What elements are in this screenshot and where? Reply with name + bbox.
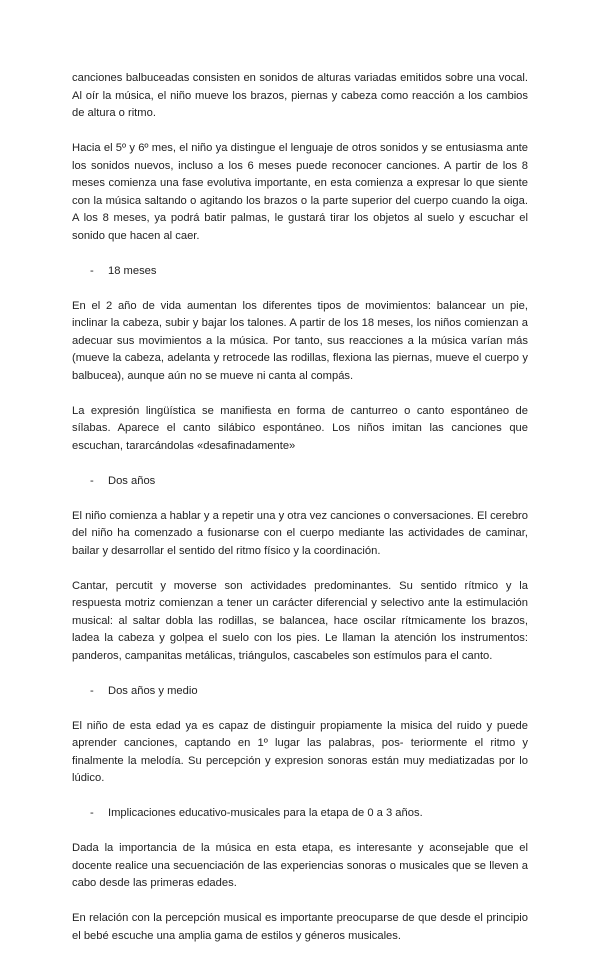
paragraph-distinguish-music: El niño de esta edad ya es capaz de distinguir propiamente la misica del ruido y puede aprender canciones, captando en 1º lugar las palabras, pos- teriormente el ritmo y finalmente la melodía. Su percepción y expresion sonoras están muy mediatizadas por lo lúdico. [72,719,528,784]
paragraph-musical-perception: En relación con la percepción musical es importante preocuparse de que desde el principio el bebé escuche una amplia gama de estilos y géneros musicales. [72,912,528,942]
list-item-label: Dos años y medio [108,684,198,697]
dash-marker: - [90,684,94,697]
paragraph-babbling-songs: canciones balbuceadas consisten en sonidos de alturas variadas emitidos sobre una vocal. Al oír la música, el niño mueve los brazos, piernas y cabeza como reacción a los cambios de altura o ritmo. [72,72,528,119]
dash-marker: - [90,474,94,487]
list-item-18-months [72,263,528,281]
list-item-educational-implications [72,805,528,823]
list-item-label: 18 meses [108,264,157,277]
paragraph-linguistic-expression: La expresión lingüística se manifiesta en forma de canturreo o canto espontáneo de sílabas. Aparece el canto silábico espontáneo. Los niños imitan las canciones que escuchan, tararcándolas «desafinadamente» [72,404,528,452]
dash-marker: - [90,807,94,819]
dash-marker: - [90,264,94,277]
list-item-two-and-half-years [72,683,528,701]
paragraph-speaking-repeating: El niño comienza a hablar y a repetir una y otra vez canciones o conversaciones. El cerebro del niño ha comenzado a fusionarse con el cuerpo mediante las actividades de caminar, bailar y desarrollar el sentido del ritmo físico y la coordinación. [72,509,528,557]
list-item-label: Implicaciones educativo-musicales para la etapa de 0 a 3 años. [108,807,423,819]
paragraph-five-six-months: Hacia el 5º y 6º mes, el niño ya distingue el lenguaje de otros sonidos y se entusiasma ante los sonidos nuevos, incluso a los 6 meses puede reconocer canciones. A partir de los 8 meses comienza una fase evolutiva importante, en esta comienza a expresar lo que siente con la música saltando o agitando los brazos o la parte superior del cuerpo cuando la oiga. A los 8 meses, ya podrá batir palmas, le gustará tirar los objetos al suelo y escuchar el sonido que hacen al caer. [72,142,528,242]
list-item-label: Dos años [108,474,156,487]
document-page [72,70,528,963]
paragraph-importance-music: Dada la importancia de la música en esta etapa, es interesante y aconsejable que el docente realice una secuenciación de las experiencias sonoras o musicales que se lleven a cabo desde las primeras edades. [72,842,528,889]
paragraph-second-year: En el 2 año de vida aumentan los diferentes tipos de movimientos: balancear un pie, inclinar la cabeza, subir y bajar los talones. A partir de los 18 meses, los niños comienzan a adecuar sus movimientos a la música. Por tanto, sus reacciones a la música varían más (mueve la cabeza, adelanta y retrocede las rodillas, flexiona las piernas, mueve el cuerpo y balbucea), aunque aún no se mueve ni canta al compás. [72,299,528,382]
paragraph-singing-moving: Cantar, percutit y moverse son actividades predominantes. Su sentido rítmico y la respuesta motriz comienzan a tener un carácter diferencial y selectivo ante la estimulación musical: al saltar dobla las rodillas, se balancea, hace oscilar rítmicamente los brazos, ladea la cabeza y golpea el suelo con los pies. Le llaman la atención los instrumentos: panderos, campanitas metálicas, triángulos, cascabeles son estímulos para el canto. [72,579,528,662]
list-item-two-years [72,473,528,491]
